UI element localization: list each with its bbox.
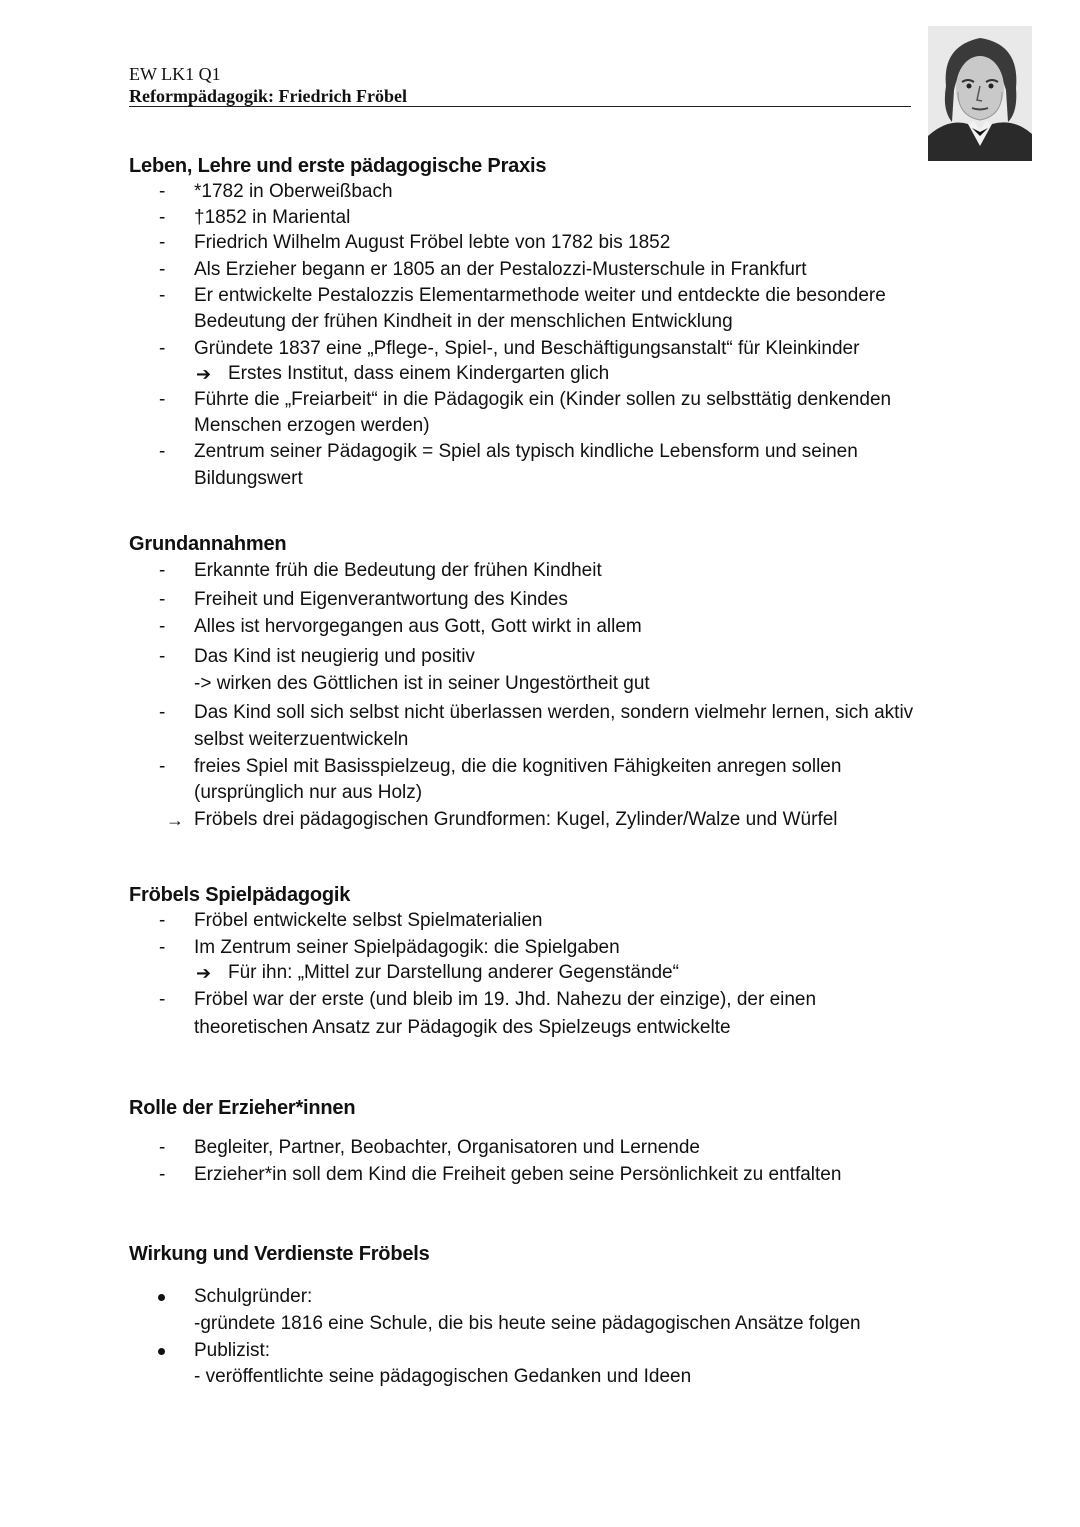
list-item: Schulgründer: — [194, 1286, 313, 1307]
list-subitem: -> wirken des Göttlichen ist in seiner Ungestörtheit gut — [194, 673, 650, 694]
arrow-right-icon: ➔ — [196, 963, 212, 983]
dash-bullet: - — [159, 702, 166, 723]
section-title-rolle: Rolle der Erzieher*innen — [129, 1097, 356, 1119]
list-item: Begleiter, Partner, Beobachter, Organisatoren und Lernende — [194, 1137, 700, 1158]
list-item: Er entwickelte Pestalozzis Elementarmethode weiter und entdeckte die besondere — [194, 285, 886, 306]
list-item-continuation: selbst weiterzuentwickeln — [194, 729, 409, 750]
list-item: Zentrum seiner Pädagogik = Spiel als typisch kindliche Lebensform und seinen — [194, 441, 858, 462]
portrait-engraving-icon — [928, 26, 1032, 161]
list-item: Im Zentrum seiner Spielpädagogik: die Spielgaben — [194, 937, 620, 958]
dash-bullet: - — [159, 910, 166, 931]
list-item: Das Kind soll sich selbst nicht überlassen werden, sondern vielmehr lernen, sich aktiv — [194, 702, 914, 723]
page-title: Reformpädagogik: Friedrich Fröbel — [129, 86, 407, 106]
dash-bullet: - — [159, 589, 166, 610]
dash-bullet: - — [159, 259, 166, 280]
dash-bullet: - — [159, 937, 166, 958]
list-item: †1852 in Mariental — [194, 207, 351, 228]
list-item-continuation: theoretischen Ansatz zur Pädagogik des Spielzeugs entwickelte — [194, 1017, 731, 1038]
bullet-dot — [158, 1348, 165, 1355]
dash-bullet: - — [159, 560, 166, 581]
list-subitem: Für ihn: „Mittel zur Darstellung anderer Gegenstände“ — [228, 962, 679, 983]
list-item: Fröbel entwickelte selbst Spielmaterialien — [194, 910, 543, 931]
section-title-grundannahmen: Grundannahmen — [129, 533, 287, 555]
dash-bullet: - — [159, 181, 166, 202]
dash-bullet: - — [159, 389, 166, 410]
dash-bullet: - — [159, 338, 166, 359]
dash-bullet: - — [159, 616, 166, 637]
dash-bullet: - — [159, 1164, 166, 1185]
dash-bullet: - — [159, 756, 166, 777]
list-subitem: Erstes Institut, dass einem Kindergarten glich — [228, 363, 610, 384]
section-title-leben: Leben, Lehre und erste pädagogische Praxis — [129, 155, 547, 177]
header-divider — [129, 106, 911, 107]
section-title-spielpaedagogik: Fröbels Spielpädagogik — [129, 884, 351, 906]
list-item: Publizist: — [194, 1340, 271, 1361]
list-item: Gründete 1837 eine „Pflege-, Spiel-, und Beschäftigungsanstalt“ für Kleinkinder — [194, 338, 860, 359]
list-item: *1782 in Oberweißbach — [194, 181, 393, 202]
list-item: Als Erzieher begann er 1805 an der Pestalozzi-Musterschule in Frankfurt — [194, 259, 807, 280]
list-item: freies Spiel mit Basisspielzeug, die die kognitiven Fähigkeiten anregen sollen — [194, 756, 842, 777]
list-item-continuation: Bedeutung der frühen Kindheit in der menschlichen Entwicklung — [194, 311, 733, 332]
list-item: Freiheit und Eigenverantwortung des Kindes — [194, 589, 568, 610]
dash-bullet: - — [159, 646, 166, 667]
bullet-dot — [158, 1294, 165, 1301]
dash-bullet: - — [159, 232, 166, 253]
list-item: Erkannte früh die Bedeutung der frühen Kindheit — [194, 560, 602, 581]
dash-bullet: - — [159, 285, 166, 306]
list-item-continuation: (ursprünglich nur aus Holz) — [194, 782, 423, 803]
list-subitem: - veröffentlichte seine pädagogischen Gedanken und Ideen — [194, 1366, 692, 1387]
arrow-right-icon: ➔ — [196, 364, 212, 384]
arrow-right-icon: → — [166, 810, 184, 830]
dash-bullet: - — [159, 441, 166, 462]
list-item: Friedrich Wilhelm August Fröbel lebte von 1782 bis 1852 — [194, 232, 671, 253]
list-item: Das Kind ist neugierig und positiv — [194, 646, 475, 667]
list-item: Fröbel war der erste (und bleib im 19. Jhd. Nahezu der einzige), der einen — [194, 989, 817, 1010]
dash-bullet: - — [159, 207, 166, 228]
list-item: Führte die „Freiarbeit“ in die Pädagogik ein (Kinder sollen zu selbsttätig denkenden — [194, 389, 892, 410]
course-label: EW LK1 Q1 — [129, 64, 221, 84]
list-item-continuation: Menschen erzogen werden) — [194, 415, 430, 436]
dash-bullet: - — [159, 1137, 166, 1158]
section-title-wirkung: Wirkung und Verdienste Fröbels — [129, 1243, 430, 1265]
list-item: Erzieher*in soll dem Kind die Freiheit geben seine Persönlichkeit zu entfalten — [194, 1164, 842, 1185]
list-item-continuation: Bildungswert — [194, 468, 303, 489]
dash-bullet: - — [159, 989, 166, 1010]
list-subitem: -gründete 1816 eine Schule, die bis heute seine pädagogischen Ansätze folgen — [194, 1313, 861, 1334]
list-item: Fröbels drei pädagogischen Grundformen: Kugel, Zylinder/Walze und Würfel — [194, 809, 838, 830]
list-item: Alles ist hervorgegangen aus Gott, Gott wirkt in allem — [194, 616, 642, 637]
